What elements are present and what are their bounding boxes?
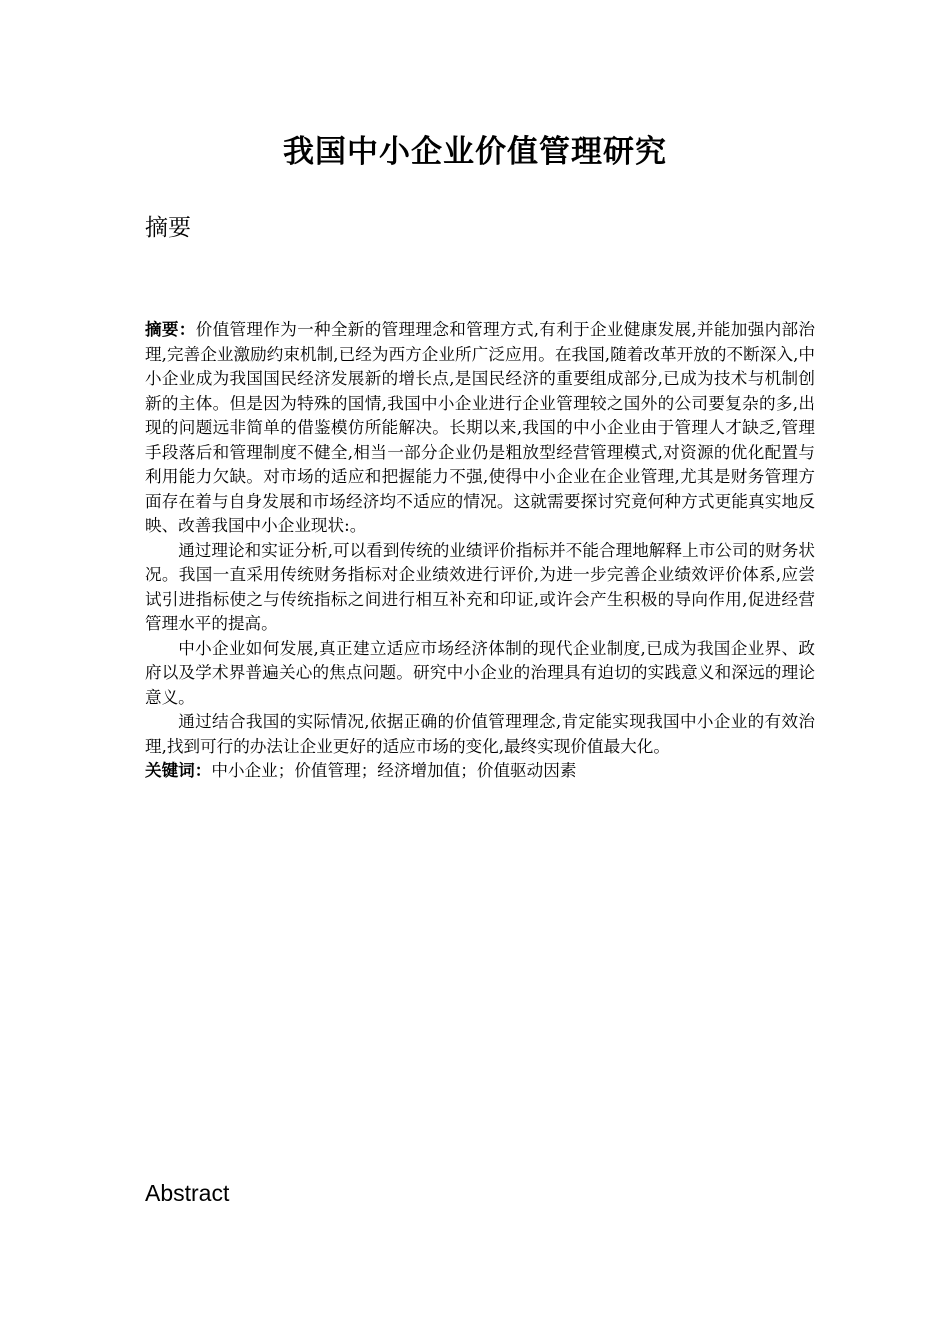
abstract-paragraph-1-text: 价值管理作为一种全新的管理理念和管理方式,有利于企业健康发展,并能加强内部治理,完善企业激励约束机制,已经为西方企业所广泛应用。在我国,随着改革开放的不断深入,中小企业成为我国国民经济发展新的增长点,是国民经济的重要组成部分,已成为技术与机制创新的主体。但是因为特殊的国情,我国中小企业进行企业管理较之国外的公司要复杂的多,出现的问题远非简单的借鉴模仿所能解决。长期以来,我国的中小企业由于管理人才缺乏,管理手段落后和管理制度不健全,相当一部分企业仍是粗放型经营管理模式,对资源的优化配置与利用能力欠缺。对市场的适应和把握能力不强,使得中小企业在企业管理,尤其是财务管理方面存在着与自身发展和市场经济均不适应的情况。这就需要探讨究竟何种方式更能真实地反映、改善我国中小企业现状:。 xyxy=(145,320,815,535)
abstract-body xyxy=(145,318,815,784)
abstract-paragraph-1 xyxy=(145,318,815,539)
abstract-paragraph-2: 通过理论和实证分析,可以看到传统的业绩评价指标并不能合理地解释上市公司的财务状况。我国一直采用传统财务指标对企业绩效进行评价,为进一步完善企业绩效评价体系,应尝试引进指标使之与传统指标之间进行相互补充和印证,或许会产生积极的导向作用,促进经营管理水平的提高。 xyxy=(145,540,815,633)
abstract-label: 摘要： xyxy=(145,320,196,339)
abstract-paragraph-4: 通过结合我国的实际情况,依据正确的价值管理理念,肯定能实现我国中小企业的有效治理,找到可行的办法让企业更好的适应市场的变化,最终实现价值最大化。 xyxy=(145,712,815,756)
keywords-text: 中小企业；价值管理；经济增加值；价值驱动因素 xyxy=(211,761,577,780)
section-heading-zhaiyao: 摘要 xyxy=(145,215,191,241)
document-title: 我国中小企业价值管理研究 xyxy=(283,134,667,170)
keywords-label: 关键词： xyxy=(145,761,212,780)
keywords-line xyxy=(145,759,815,784)
abstract-paragraph-3: 中小企业如何发展,真正建立适应市场经济体制的现代企业制度,已成为我国企业界、政府以及学术界普遍关心的焦点问题。研究中小企业的治理具有迫切的实践意义和深远的理论意义。 xyxy=(145,638,815,707)
section-heading-abstract: Abstract xyxy=(145,1180,230,1206)
